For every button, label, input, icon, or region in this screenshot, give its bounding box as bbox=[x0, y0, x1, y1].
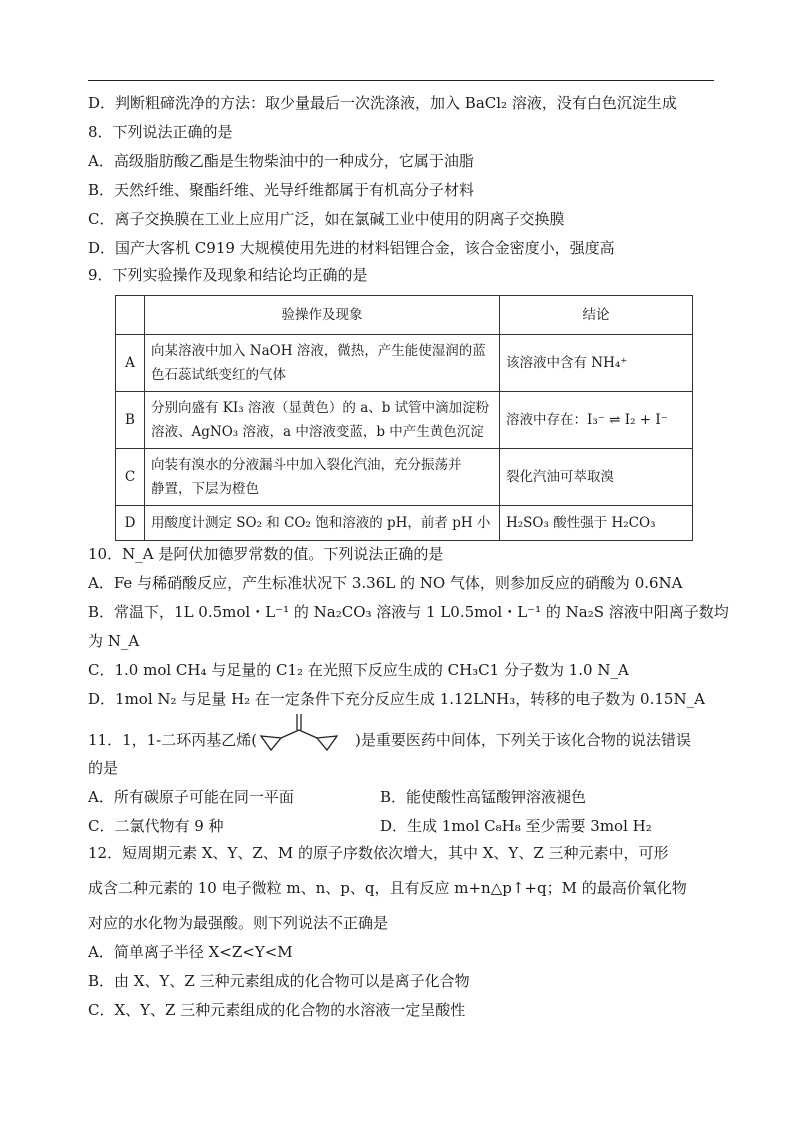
row-operation: 向某溶液中加入 NaOH 溶液，微热，产生能使湿润的蓝 色石蕊试纸变红的气体 bbox=[145, 335, 500, 392]
q8-option-b: B．天然纤维、聚酯纤维、光导纤维都属于有机高分子材料 bbox=[88, 181, 475, 199]
table-header-row bbox=[116, 296, 693, 335]
q10-option-b-line2: 为 N_A bbox=[88, 632, 140, 650]
table-header-res: 结论 bbox=[500, 296, 693, 335]
row-id: D bbox=[116, 506, 145, 541]
q12-option-a: A．简单离子半径 X<Z<Y<M bbox=[88, 943, 293, 961]
q11-option-c: C．二氯代物有 9 种 bbox=[88, 817, 224, 835]
table-header-id bbox=[116, 296, 145, 335]
row-conclusion: 溶液中存在：I₃⁻ ⇌ I₂ + I⁻ bbox=[500, 392, 693, 449]
row-conclusion: 该溶液中含有 NH₄⁺ bbox=[500, 335, 693, 392]
row-conclusion: H₂SO₃ 酸性强于 H₂CO₃ bbox=[500, 506, 693, 541]
table-header-op: 验操作及现象 bbox=[145, 296, 500, 335]
row-id: B bbox=[116, 392, 145, 449]
table-row bbox=[116, 392, 693, 449]
table-row bbox=[116, 335, 693, 392]
row-conclusion: 裂化汽油可萃取溴 bbox=[500, 449, 693, 506]
q10-option-c: C．1.0 mol CH₄ 与足量的 C1₂ 在光照下反应生成的 CH₃C1 分子数为 1.0 N_A bbox=[88, 661, 629, 679]
q8-stem: 8．下列说法正确的是 bbox=[88, 123, 233, 141]
q8-option-a: A．高级脂肪酸乙酯是生物柴油中的一种成分，它属于油脂 bbox=[88, 152, 474, 170]
header-rule bbox=[88, 80, 714, 81]
q10-option-a: A．Fe 与稀硝酸反应，产生标准状况下 3.36L 的 NO 气体，则参加反应的硝酸为 0.6NA bbox=[88, 574, 683, 592]
q12-stem-line1: 12．短周期元素 X、Y、Z、M 的原子序数依次增大，其中 X、Y、Z 三种元素中，可形 bbox=[88, 844, 669, 862]
q12-stem-line2: 成含二种元素的 10 电子微粒 m、n、p、q，且有反应 m+n△p↑+q；M 的最高价氧化物 bbox=[88, 879, 687, 897]
table-row bbox=[116, 449, 693, 506]
q11-option-d: D．生成 1mol C₈H₈ 至少需要 3mol H₂ bbox=[380, 817, 652, 835]
dicyclopropylethylene-structure bbox=[255, 712, 345, 752]
q10-option-d: D．1mol N₂ 与足量 H₂ 在一定条件下充分反应生成 1.12LNH₃，转移的电子数为 0.15N_A bbox=[88, 690, 705, 708]
table-row bbox=[116, 506, 693, 541]
row-operation: 分别向盛有 KI₃ 溶液（显黄色）的 a、b 试管中滴加淀粉 溶液、AgNO₃ 溶液，a 中溶液变蓝，b 中产生黄色沉淀 bbox=[145, 392, 500, 449]
q10-option-b-line1: B．常温下，1L 0.5mol・L⁻¹ 的 Na₂CO₃ 溶液与 1 L0.5mol・L⁻¹ 的 Na₂S 溶液中阳离子数均 bbox=[88, 603, 729, 621]
row-id: A bbox=[116, 335, 145, 392]
q8-option-c: C．离子交换膜在工业上应用广泛，如在氯碱工业中使用的阴离子交换膜 bbox=[88, 210, 565, 228]
q9-stem: 9．下列实验操作及现象和结论均正确的是 bbox=[88, 266, 368, 284]
q11-stem-part2: )是重要医药中间体，下列关于该化合物的说法错误 bbox=[355, 731, 691, 749]
q12-stem-line3: 对应的水化物为最强酸。则下列说法不正确是 bbox=[88, 914, 389, 932]
q11-stem-part3: 的是 bbox=[88, 759, 119, 777]
q11-stem-part1: 11．1，1-二环丙基乙烯( bbox=[88, 731, 258, 749]
q9-table bbox=[115, 295, 693, 541]
q11-option-a: A．所有碳原子可能在同一平面 bbox=[88, 788, 294, 806]
q8-option-d: D．国产大客机 C919 大规模使用先进的材料铝锂合金，该合金密度小，强度高 bbox=[88, 239, 615, 257]
q12-option-b: B．由 X、Y、Z 三种元素组成的化合物可以是离子化合物 bbox=[88, 972, 470, 990]
q11-option-b: B．能使酸性高锰酸钾溶液褪色 bbox=[380, 788, 587, 806]
row-id: C bbox=[116, 449, 145, 506]
row-operation: 用酸度计测定 SO₂ 和 CO₂ 饱和溶液的 pH，前者 pH 小 bbox=[145, 506, 500, 541]
q7-option-d: D．判断粗碲洗净的方法：取少量最后一次洗涤液，加入 BaCl₂ 溶液，没有白色沉淀生成 bbox=[88, 94, 677, 112]
row-operation: 向装有溴水的分液漏斗中加入裂化汽油，充分振荡并 静置，下层为橙色 bbox=[145, 449, 500, 506]
q12-option-c: C．X、Y、Z 三种元素组成的化合物的水溶液一定呈酸性 bbox=[88, 1001, 466, 1019]
q10-stem: 10．N_A 是阿伏加德罗常数的值。下列说法正确的是 bbox=[88, 545, 444, 563]
